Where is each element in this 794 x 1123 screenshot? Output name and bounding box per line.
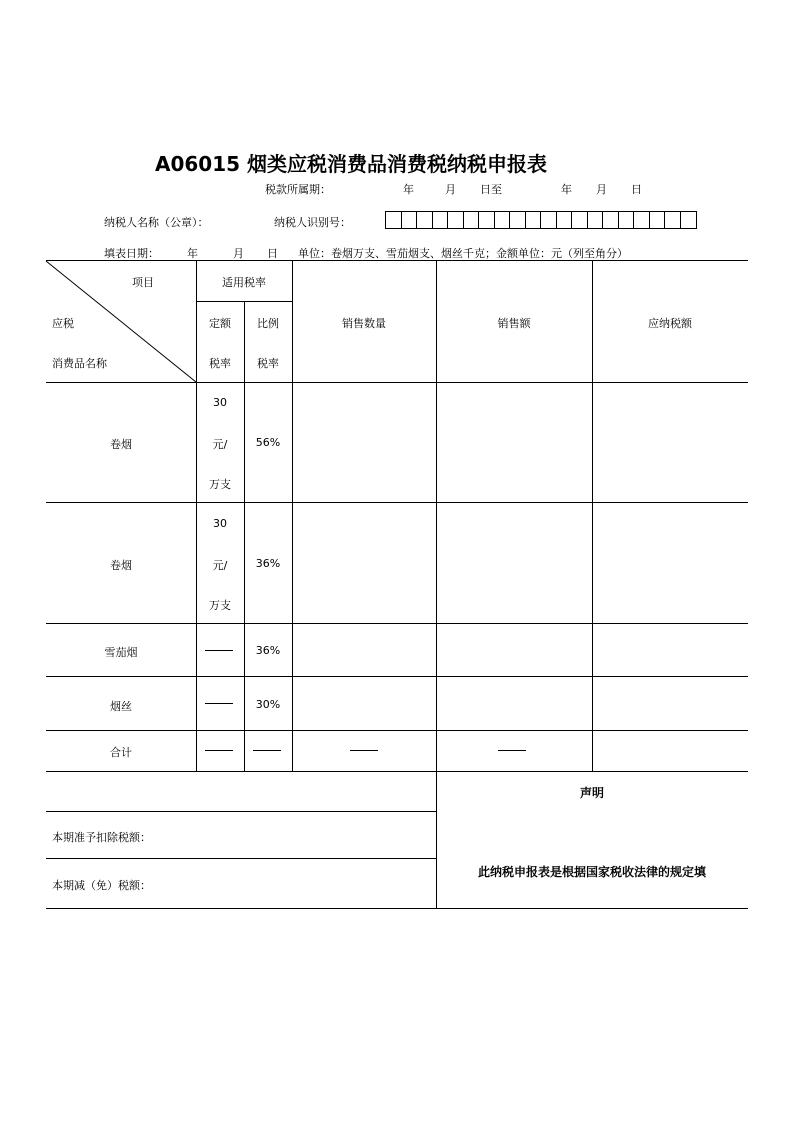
applicable-rate-header: 适用税率	[222, 276, 266, 289]
row-product-name: 烟丝	[110, 700, 132, 713]
total-amount-dash	[498, 750, 526, 751]
row-product-name: 卷烟	[110, 438, 132, 451]
total-quantity-dash	[350, 750, 378, 751]
tax-period-month-to: 月	[596, 183, 607, 196]
sales-quantity-header: 销售数量	[342, 317, 386, 330]
row-fixed-rate-dash	[205, 703, 233, 704]
ratio-rate-header-1: 比例	[257, 317, 279, 330]
declaration-text: 此纳税申报表是根据国家税收法律的规定填	[477, 865, 706, 879]
row-product-name: 卷烟	[110, 559, 132, 572]
ratio-rate-header-2: 税率	[257, 357, 279, 370]
fill-date-label: 填表日期：	[104, 247, 159, 260]
row-fixed-rate-line-1: 30	[213, 517, 227, 530]
total-fixed-dash	[205, 750, 233, 751]
row-fixed-rate-line-2: 元/	[212, 559, 228, 572]
fixed-rate-header-1: 定额	[209, 317, 231, 330]
row-fixed-rate-line-2: 元/	[212, 438, 228, 451]
fixed-rate-header-2: 税率	[209, 357, 231, 370]
declaration-title: 声明	[579, 786, 604, 800]
taxpayer-name-label: 纳税人名称（公章）：	[104, 216, 209, 229]
form-title: A06015 烟类应税消费品消费税纳税申报表	[155, 152, 548, 176]
units-note: 单位：卷烟万支、雪茄烟支、烟丝千克；金额单位：元（列至角分）	[298, 247, 628, 260]
row-product-name: 雪茄烟	[104, 646, 138, 659]
row-ratio-rate: 36%	[255, 644, 281, 657]
fill-date-day: 日	[267, 247, 278, 260]
row-ratio-rate: 36%	[255, 557, 281, 570]
row-fixed-rate-dash	[205, 650, 233, 651]
row-fixed-rate-line-1: 30	[213, 396, 227, 409]
corner-taxable-label: 应税	[52, 317, 74, 330]
total-ratio-dash	[253, 750, 281, 751]
tax-period-day-from: 日至	[480, 183, 502, 196]
row-ratio-rate: 30%	[255, 698, 281, 711]
fill-date-year: 年	[187, 247, 198, 260]
taxpayer-id-boxes[interactable]	[385, 211, 697, 229]
tax-period-day-to: 日	[631, 183, 642, 196]
sales-amount-header: 销售额	[497, 317, 531, 330]
tax-period-label: 税款所属期：	[265, 183, 331, 196]
row-fixed-rate-line-3: 万支	[209, 599, 231, 612]
deductible-tax-label: 本期准予扣除税额：	[52, 831, 151, 844]
corner-product-name-label: 消费品名称	[52, 357, 107, 370]
taxpayer-id-label: 纳税人识别号：	[274, 216, 351, 229]
row-ratio-rate: 56%	[255, 436, 281, 449]
tax-period-year-from: 年	[403, 183, 414, 196]
tax-payable-header: 应纳税额	[648, 317, 692, 330]
total-label: 合计	[110, 746, 132, 759]
row-fixed-rate-line-3: 万支	[209, 478, 231, 491]
tax-period-month-from: 月	[445, 183, 456, 196]
corner-item-label: 项目	[132, 276, 154, 289]
fill-date-month: 月	[233, 247, 244, 260]
tax-period-year-to: 年	[561, 183, 572, 196]
reduced-tax-label: 本期减（免）税额：	[52, 879, 151, 892]
